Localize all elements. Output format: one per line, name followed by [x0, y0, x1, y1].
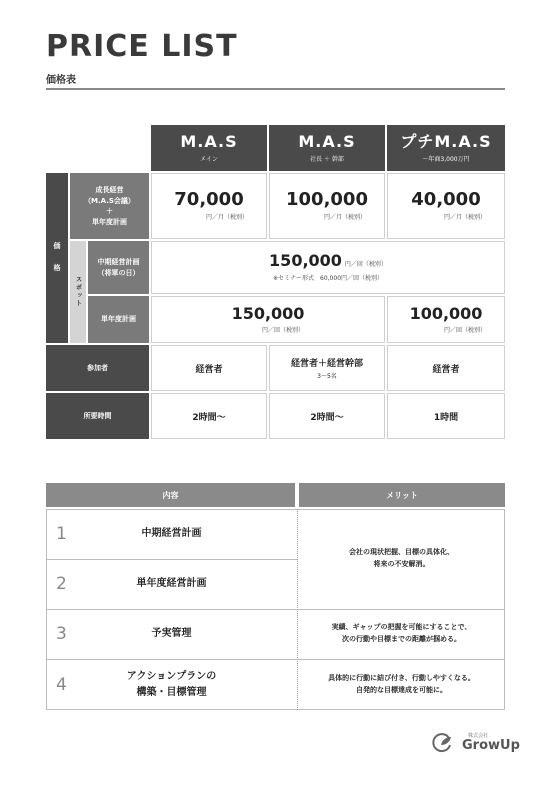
price-value: 100,000 [286, 189, 368, 210]
growth-row-label [70, 173, 149, 239]
duration-value: 2時間〜 [310, 412, 344, 423]
plan-name: プチM.A.S [400, 132, 492, 152]
participants-value: 経営者 [195, 364, 223, 375]
merit-line: 具体的に行動に結び付き、行動しやすくなる。 [328, 673, 475, 682]
logo-company-name: GrowUp [462, 738, 520, 753]
spot-label: スポット [74, 276, 82, 308]
merit-line: 会社の現状把握、目標の具体化、 [349, 548, 454, 557]
plan-header-mas-exec [269, 125, 385, 171]
participants-value: 経営者＋経営幹部 [290, 359, 363, 369]
participants-label-cell [46, 345, 149, 391]
content-header-text: 内容 [162, 490, 179, 500]
growth-label-1: 成長経営 [95, 186, 124, 194]
duration-label: 所要時間 [83, 411, 112, 420]
participants-value: 経営者 [432, 364, 460, 375]
duration-main [151, 393, 267, 439]
company-logo [428, 727, 518, 757]
price-value: 150,000 [269, 251, 342, 270]
growth-label-2: （M.A.S会議） [84, 196, 135, 205]
content-row-2 [46, 559, 297, 609]
spot-single-label-text: 単年度計画 [101, 315, 136, 324]
merit-line: 将来の不安解消。 [373, 560, 430, 568]
content-row-4 [46, 659, 297, 710]
merit-1 [298, 509, 505, 609]
growth-label-3: ＋ [106, 207, 113, 215]
content-header [46, 483, 295, 507]
page-subtitle: 価格表 [46, 75, 76, 86]
price-value: 70,000 [174, 189, 244, 210]
spot-single-price-main [151, 296, 385, 343]
row-number: 3 [56, 624, 67, 644]
duration-exec [269, 393, 385, 439]
price-row-label [46, 173, 68, 343]
merit-line: 実績、ギャップの把握を可能にすることで、 [331, 623, 472, 632]
merit-header [299, 483, 505, 507]
row-title: 単年度経営計画 [136, 578, 207, 589]
price-unit: 円／回（税別） [344, 261, 387, 268]
price-value: 150,000 [231, 303, 305, 323]
participants-exec [269, 345, 385, 391]
price-value: 100,000 [409, 303, 483, 323]
row-number: 2 [56, 574, 67, 594]
duration-label-cell [46, 393, 149, 439]
spot-single-label [88, 296, 149, 343]
duration-value: 1時間 [433, 412, 459, 423]
merit-line: 次の行動や目標までの距離が掴める。 [342, 635, 461, 643]
spot-label-cell [70, 241, 86, 343]
seminar-note: ※セミナー形式 60,000円／回（税別） [272, 275, 384, 282]
price-unit: 円／月（税別） [443, 214, 486, 221]
price-label: 価 格 [53, 241, 61, 275]
price-unit: 円／月（税別） [323, 214, 366, 221]
logo-company-type: 株式会社 [468, 733, 489, 739]
growth-price-exec [269, 173, 385, 239]
spot-mid-label-1: 中期経営計画 [97, 258, 140, 266]
plan-sub: 〜年商3,000万円 [422, 155, 470, 163]
growth-price-petit [387, 173, 505, 239]
row-number: 4 [56, 674, 67, 695]
row-title: 中期経営計画 [141, 528, 202, 539]
price-unit: 円／月（税別） [205, 214, 248, 221]
spot-mid-label-2: （将軍の日） [97, 268, 140, 277]
plan-header-petit-mas [387, 125, 505, 171]
spot-mid-price-line [269, 253, 387, 269]
plan-name: M.A.S [298, 132, 356, 152]
participants-label: 参加者 [87, 363, 108, 372]
row-title-line-2: 構築・目標管理 [136, 686, 207, 698]
plan-name: M.A.S [180, 132, 238, 152]
merit-2 [298, 609, 505, 659]
duration-petit [387, 393, 505, 439]
content-row-1 [46, 509, 297, 559]
page-title: PRICE LIST [46, 29, 238, 64]
spot-single-price-petit [387, 296, 505, 343]
plan-sub: 社長 ＋ 幹部 [310, 155, 344, 163]
participants-petit [387, 345, 505, 391]
duration-value: 2時間〜 [192, 412, 226, 423]
price-value: 40,000 [411, 189, 481, 210]
price-unit: 円／回（税別） [443, 326, 486, 334]
spot-mid-price [151, 241, 505, 294]
row-number: 1 [56, 524, 67, 544]
plan-header-mas-main [151, 125, 267, 171]
row-title-line-1: アクションプランの [126, 670, 217, 682]
merit-header-text: メリット [386, 490, 418, 500]
leaf-logo-icon [430, 732, 452, 754]
merit-line: 自発的な目標達成を可能に。 [356, 685, 447, 694]
content-row-3 [46, 609, 297, 659]
spot-mid-label [88, 241, 149, 294]
merit-3 [298, 659, 505, 710]
title-divider [46, 88, 505, 90]
row-title: 予実管理 [151, 628, 192, 639]
participants-sub: 3〜5名 [317, 373, 337, 380]
growth-label-4: 単年度計画 [92, 217, 127, 226]
growth-price-main [151, 173, 267, 239]
participants-main [151, 345, 267, 391]
price-unit: 円／回（税別） [261, 326, 304, 334]
plan-sub: メイン [200, 155, 218, 163]
